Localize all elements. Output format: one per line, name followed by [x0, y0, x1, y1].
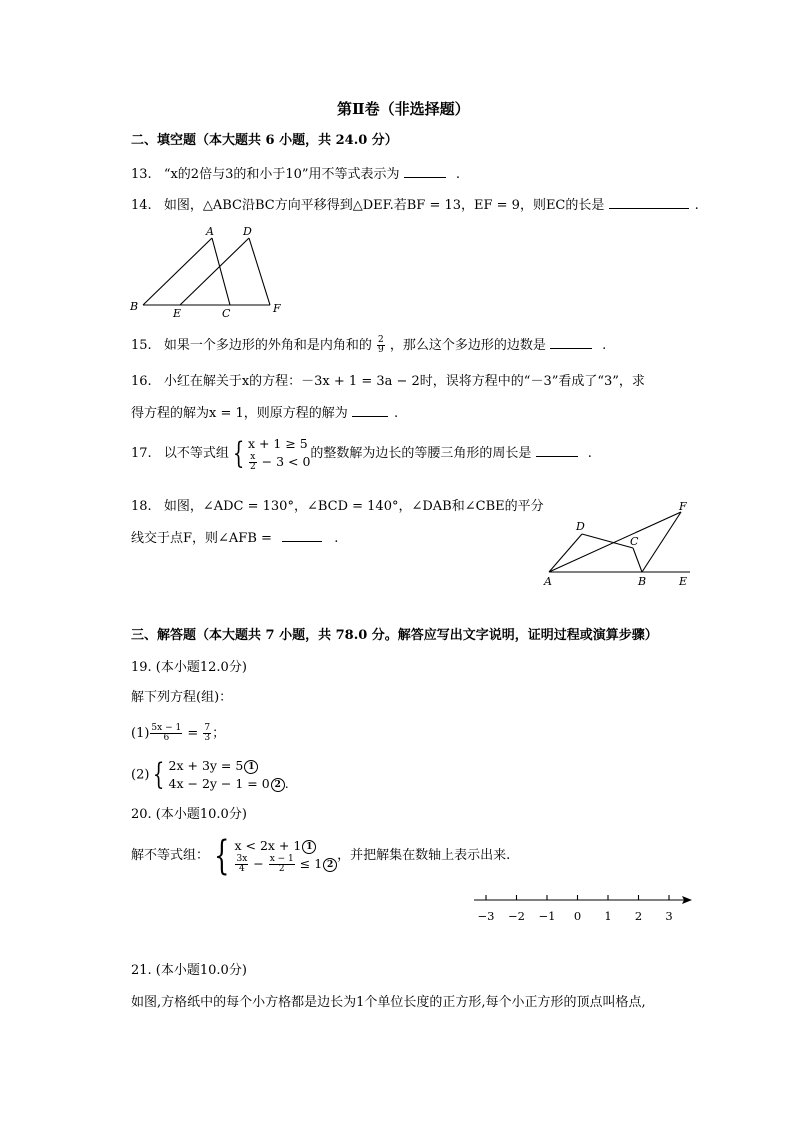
q19-p1-rhs-numerator: 7 — [204, 723, 211, 733]
question-16-line1 — [131, 373, 645, 391]
q15-fraction-numerator: 2 — [377, 335, 384, 345]
tick-label: −2 — [508, 909, 525, 923]
q16-end: . — [394, 406, 399, 421]
tick-label: −3 — [477, 909, 495, 923]
q19-p2-brace: { — [153, 757, 165, 792]
q17-row1: x + 1 ≥ 5 — [247, 436, 308, 451]
q20-system — [234, 837, 337, 874]
q14-number: 14. — [131, 198, 152, 213]
section3-heading: 三、解答题（本大题共 7 小题，共 78.0 分。解答应写出文字说明，证明过程或演算步骤） — [131, 628, 658, 643]
q19-p1-label: (1) — [131, 726, 150, 741]
tick-label: 0 — [573, 909, 582, 923]
label-C: C — [222, 307, 231, 319]
q19-p1-rhs-fraction — [203, 724, 211, 743]
q18-figure — [538, 496, 698, 592]
question-16-line2 — [131, 405, 398, 423]
number-line-ticks — [478, 895, 673, 923]
q19-p1-end: ； — [212, 726, 226, 741]
q14-answer-blank[interactable] — [609, 208, 689, 209]
q19-p2-label: (2) — [131, 767, 150, 783]
question-13 — [131, 166, 460, 184]
circled-2-marker: 2 — [323, 858, 337, 872]
q15-fraction-denominator: 9 — [377, 345, 384, 355]
q16-number: 16. — [131, 374, 152, 389]
q15-fraction — [377, 336, 385, 355]
q17-answer-blank[interactable] — [536, 456, 578, 457]
section2-heading: 二、填空题（本大题共 6 小题，共 24.0 分） — [131, 133, 398, 148]
label-D: D — [576, 520, 585, 533]
q19-p2-row2 — [169, 775, 289, 793]
q13-answer-blank[interactable] — [404, 177, 446, 178]
q15-answer-blank[interactable] — [550, 348, 592, 349]
q17-end: . — [587, 446, 592, 461]
circled-2-marker: 2 — [271, 778, 285, 792]
q20-row1-text: x < 2x + 1 — [234, 838, 302, 853]
circled-1-marker: 1 — [302, 840, 316, 854]
q18-text-line1: 如图，∠ADC = 130°，∠BCD = 140°，∠DAB和∠CBE的平分 — [163, 499, 544, 514]
question-18-line1 — [131, 498, 544, 516]
q20-pre: 解不等式组： — [131, 848, 210, 863]
q16-text-line2: 得方程的解为x = 1，则原方程的解为 — [131, 406, 348, 421]
q13-number: 13. — [131, 167, 152, 182]
q18-end: . — [334, 531, 339, 546]
q17-number: 17. — [131, 446, 152, 461]
q17-row2-fraction — [249, 453, 257, 472]
tick-label: 3 — [665, 909, 673, 923]
q18-number: 18. — [131, 499, 152, 514]
line-AD — [549, 534, 582, 572]
q17-system — [248, 435, 310, 472]
line-DF — [249, 238, 270, 305]
q17-row2-rest: − 3 < 0 — [257, 454, 311, 469]
q20-row2-minus: − — [249, 856, 268, 871]
q19-p1-equals: = — [183, 726, 203, 741]
q17-row2 — [248, 453, 310, 472]
q20-row2-rest: ≤ 1 — [295, 856, 323, 871]
q20-post: ，并把解集在数轴上表示出来. — [337, 848, 511, 863]
q16-text-line1: 小红在解关于x的方程：－3x + 1 = 3a − 2时，误将方程中的“－3”看成了“3”，求 — [163, 374, 645, 389]
q17-brace: { — [232, 435, 245, 471]
q20-row2-b-numerator: x − 1 — [269, 854, 294, 864]
q20-header: 20. (本小题10.0分) — [131, 807, 247, 822]
label-A: A — [544, 575, 552, 588]
q19-p2-end: . — [284, 776, 289, 791]
q19-p2-row1-text: 2x + 3y = 5 — [168, 758, 244, 773]
question-18-line2 — [131, 530, 338, 548]
q19-p1-rhs-denominator: 3 — [204, 733, 211, 743]
q20-row2-b-denominator: 2 — [278, 864, 285, 874]
q19-part2 — [131, 757, 289, 794]
tick-label: −1 — [538, 909, 556, 923]
q20-row1 — [234, 837, 337, 855]
q13-text: “x的2倍与3的和小于10”用不等式表示为 — [163, 167, 400, 182]
q18-answer-blank[interactable] — [282, 541, 322, 542]
q21-header: 21. (本小题10.0分) — [131, 963, 247, 978]
label-A: A — [206, 225, 214, 238]
circled-1-marker: 1 — [244, 760, 258, 774]
q19-p2-system — [169, 757, 289, 793]
tick-label: 2 — [634, 909, 643, 923]
q19-p1-lhs-numerator: 5x − 1 — [151, 723, 182, 733]
q20-row2-fraction-b — [269, 855, 295, 874]
q19-header: 19. (本小题12.0分) — [131, 660, 247, 675]
question-15 — [131, 336, 606, 355]
q19-p2-row1 — [169, 757, 289, 775]
q15-post: ，那么这个多边形的边数是 — [389, 338, 546, 353]
q15-number: 15. — [131, 338, 152, 353]
label-E: E — [679, 575, 688, 588]
q21-text: 如图,方格纸中的每个小方格都是边长为1个单位长度的正方形,每个小正方形的顶点叫格点, — [131, 995, 646, 1010]
line-CB — [633, 548, 642, 572]
q14-text: 如图，△ABC沿BC方向平移得到△DEF.若BF = 13，EF = 9，则EC的长是 — [163, 198, 605, 213]
q14-end: . — [694, 198, 699, 213]
label-F: F — [679, 500, 687, 513]
q20-problem — [131, 834, 510, 878]
q19-part1 — [131, 720, 225, 748]
q20-row2-fraction-a — [235, 855, 248, 874]
q20-brace: { — [214, 832, 230, 879]
q17-pre: 以不等式组 — [163, 446, 229, 461]
q17-row2-numerator: x — [250, 452, 256, 462]
q13-end: . — [455, 167, 460, 182]
q19-prompt: 解下列方程(组)： — [131, 690, 233, 705]
q18-text-line2: 线交于点F，则∠AFB = — [131, 531, 272, 546]
q20-row2-a-denominator: 4 — [239, 864, 245, 874]
tick-label: 1 — [604, 909, 612, 923]
label-F: F — [273, 302, 281, 315]
label-C: C — [630, 535, 639, 548]
q15-end: . — [602, 338, 607, 353]
label-B: B — [638, 575, 647, 588]
q19-p1-lhs-fraction — [150, 724, 182, 743]
q19-p2-row2-text: 4x − 2y − 1 = 0 — [168, 776, 270, 791]
q17-row2-denominator: 2 — [249, 462, 256, 472]
q20-row2 — [234, 855, 337, 874]
q17-post: 的整数解为边长的等腰三角形的周长是 — [310, 446, 532, 461]
question-17 — [131, 435, 592, 472]
label-B: B — [130, 300, 139, 313]
label-D: D — [243, 225, 252, 238]
label-E: E — [173, 307, 182, 319]
q14-figure — [126, 224, 296, 319]
q16-answer-blank[interactable] — [352, 416, 388, 417]
line-AB — [143, 238, 212, 305]
number-line — [470, 888, 700, 928]
section-title: 第Ⅱ卷（非选择题） — [337, 100, 470, 118]
q20-row2-a-numerator: 3x — [236, 854, 248, 864]
q19-p1-lhs-denominator: 6 — [163, 733, 170, 743]
q15-pre: 如果一个多边形的外角和是内角和的 — [163, 338, 372, 353]
question-14 — [131, 197, 699, 215]
